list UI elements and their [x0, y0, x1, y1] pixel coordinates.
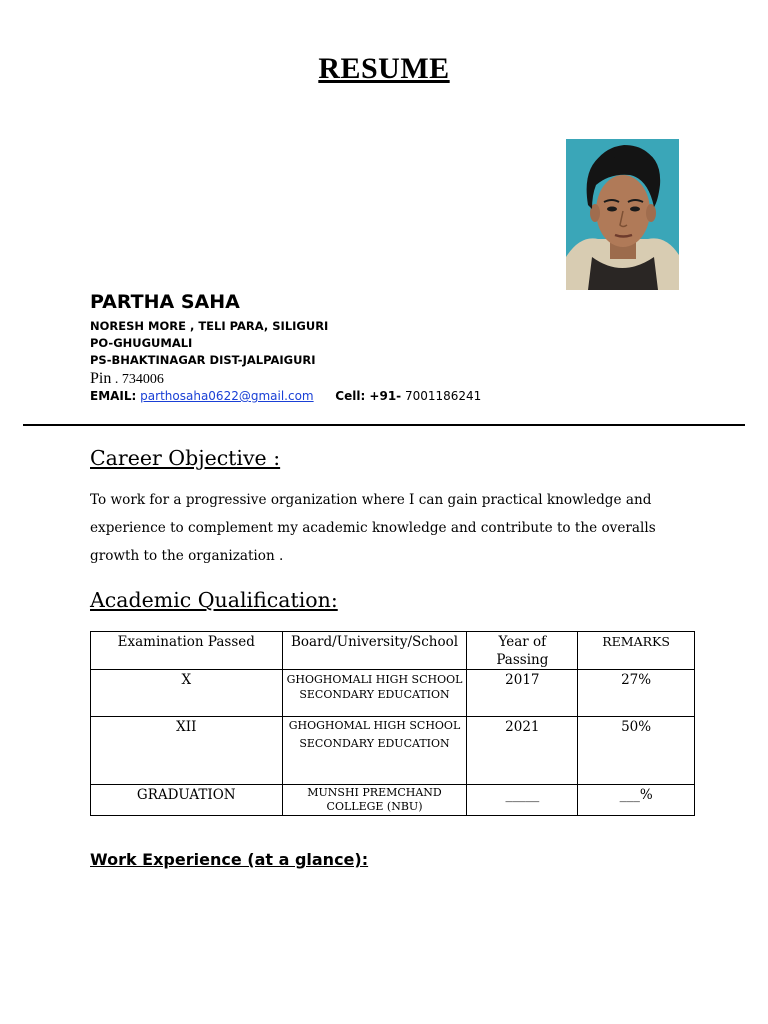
- cell-label: Cell: +91-: [335, 389, 402, 403]
- exam-cell: XII: [91, 717, 283, 785]
- year-cell: _____: [467, 785, 578, 816]
- contact-row: [90, 389, 481, 403]
- candidate-name: PARTHA SAHA: [90, 291, 240, 313]
- address-line-1: NORESH MORE , TELI PARA, SILIGURI: [90, 319, 329, 333]
- email-link[interactable]: parthosaha0622@gmail.com: [140, 389, 314, 403]
- email-label: EMAIL:: [90, 389, 137, 403]
- header-remarks: REMARKS: [578, 632, 695, 670]
- header-year: Year of Passing: [467, 632, 578, 670]
- section-divider: [23, 424, 745, 426]
- year-cell: 2021: [467, 717, 578, 785]
- address-line-3: PS-BHAKTINAGAR DIST-JALPAIGURI: [90, 353, 316, 367]
- person-portrait-icon: [566, 139, 679, 290]
- resume-title: RESUME: [318, 52, 450, 85]
- academic-table: [90, 631, 695, 816]
- work-experience-heading: Work Experience (at a glance):: [90, 850, 369, 869]
- table-row: [91, 717, 695, 785]
- year-cell: 2017: [467, 670, 578, 717]
- remarks-cell: ___%: [578, 785, 695, 816]
- career-objective-heading: Career Objective :: [90, 446, 281, 470]
- board-cell: GHOGHOMALI HIGH SCHOOL SECONDARY EDUCATION: [282, 670, 467, 717]
- pin-label: Pin: [90, 370, 112, 387]
- academic-qualification-heading: Academic Qualification:: [90, 588, 338, 612]
- career-objective-text: To work for a progressive organization where I can gain practical knowledge and experience to complement my academic knowledge and contribute to the overalls growth to the organization .: [90, 492, 656, 564]
- header-board: Board/University/School: [282, 632, 467, 670]
- exam-cell: X: [91, 670, 283, 717]
- board-cell: MUNSHI PREMCHAND COLLEGE (NBU): [282, 785, 467, 816]
- table-row: [91, 785, 695, 816]
- exam-cell: GRADUATION: [91, 785, 283, 816]
- pin-value: . 734006: [114, 372, 164, 387]
- profile-photo: [566, 139, 679, 290]
- remarks-cell: 50%: [578, 717, 695, 785]
- remarks-cell: 27%: [578, 670, 695, 717]
- table-row: [91, 670, 695, 717]
- cell-number: 7001186241: [401, 389, 482, 403]
- pin-code-row: [90, 370, 164, 388]
- board-cell: GHOGHOMAL HIGH SCHOOL SECONDARY EDUCATION: [282, 717, 467, 785]
- table-header-row: [91, 632, 695, 670]
- header-exam: Examination Passed: [91, 632, 283, 670]
- address-line-2: PO-GHUGUMALI: [90, 336, 193, 350]
